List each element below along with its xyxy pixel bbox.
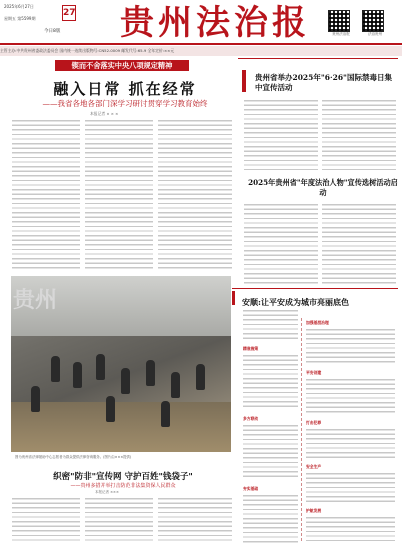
right2-column-2 <box>322 204 396 284</box>
subsection-title: 夯实基础 <box>243 486 259 491</box>
side-column <box>301 318 395 541</box>
newspaper-title: 贵州法治报 <box>120 3 310 43</box>
section-rule <box>232 288 398 289</box>
photo-caption: 图为贵州省法律援助中心志愿者为群众提供法律咨询服务。(图片由×××提供) <box>15 455 132 459</box>
column-rule <box>238 58 398 59</box>
qr-code-icon <box>328 10 350 32</box>
lead-column-3 <box>158 120 232 270</box>
right1-column-1 <box>244 100 318 170</box>
right-headline-1: 贵州省举办2025年"6·26"国际禁毒日集中宣传活动 <box>255 73 392 92</box>
story2-byline: 本报记者 ××× <box>95 490 119 494</box>
right-headline-3: 安顺:让平安成为城市亮丽底色 <box>242 297 349 307</box>
story2-column-2 <box>85 498 153 541</box>
story2-subhead: ——贵州多措并举打击防范非法集资保人民群众 <box>70 483 176 489</box>
publish-date: 2025年6月27日 <box>4 4 34 9</box>
qr-block-1 <box>328 10 354 37</box>
lead-column-1 <box>12 120 80 270</box>
weekday: 今日8版 <box>44 29 61 34</box>
masthead-rule <box>0 43 402 45</box>
subsection-title: 打击犯罪 <box>306 420 322 425</box>
issue-line: 星期五 第5599期 <box>4 16 36 21</box>
day-number: 27 <box>62 5 76 21</box>
lead-headline: 融入日常 抓在经常 <box>53 80 197 98</box>
qr-caption: 法治贵州 <box>368 32 382 36</box>
right1-column-2 <box>322 100 396 170</box>
photo-watermark: 贵州 <box>13 288 58 313</box>
right2-column-1 <box>244 204 318 284</box>
lead-kicker: 锲而不舍落实中央八项规定精神 <box>55 60 189 71</box>
lead-byline: 本报记者 × × × <box>90 111 119 116</box>
lead-column-2 <box>85 120 153 270</box>
right-headline-2: 2025年贵州省"年度法治人物"宣传选树活动启动 <box>248 178 398 197</box>
mid-column <box>243 310 298 541</box>
story2-column-3 <box>158 498 232 541</box>
masthead-band: 主管主办:中共贵州省委政法委员会 国内统一连续出版物号:CN52-0009 邮发代号:65-9 全年定价:××元 <box>0 46 402 56</box>
qr-caption: 贵州法治报 <box>332 32 350 36</box>
section-marker <box>232 291 235 305</box>
subsection-title: 平安创建 <box>306 370 322 375</box>
subsection-title: 多方联动 <box>243 416 259 421</box>
section-marker <box>242 70 246 92</box>
subsection-title: 安全生产 <box>306 464 322 469</box>
story2-column-1 <box>12 498 80 541</box>
subsection-title: 加强基层治理 <box>306 320 329 325</box>
lead-subhead: ——我省各地各部门深学习研讨贯穿学习教育始终 <box>42 99 208 108</box>
subsection-title: 精准施策 <box>243 346 259 351</box>
qr-block-2 <box>362 10 388 37</box>
subsection-title: 护航发展 <box>306 508 322 513</box>
story2-headline: 织密"防非"宣传网 守护百姓"钱袋子" <box>53 472 193 482</box>
qr-code-icon <box>362 10 384 32</box>
